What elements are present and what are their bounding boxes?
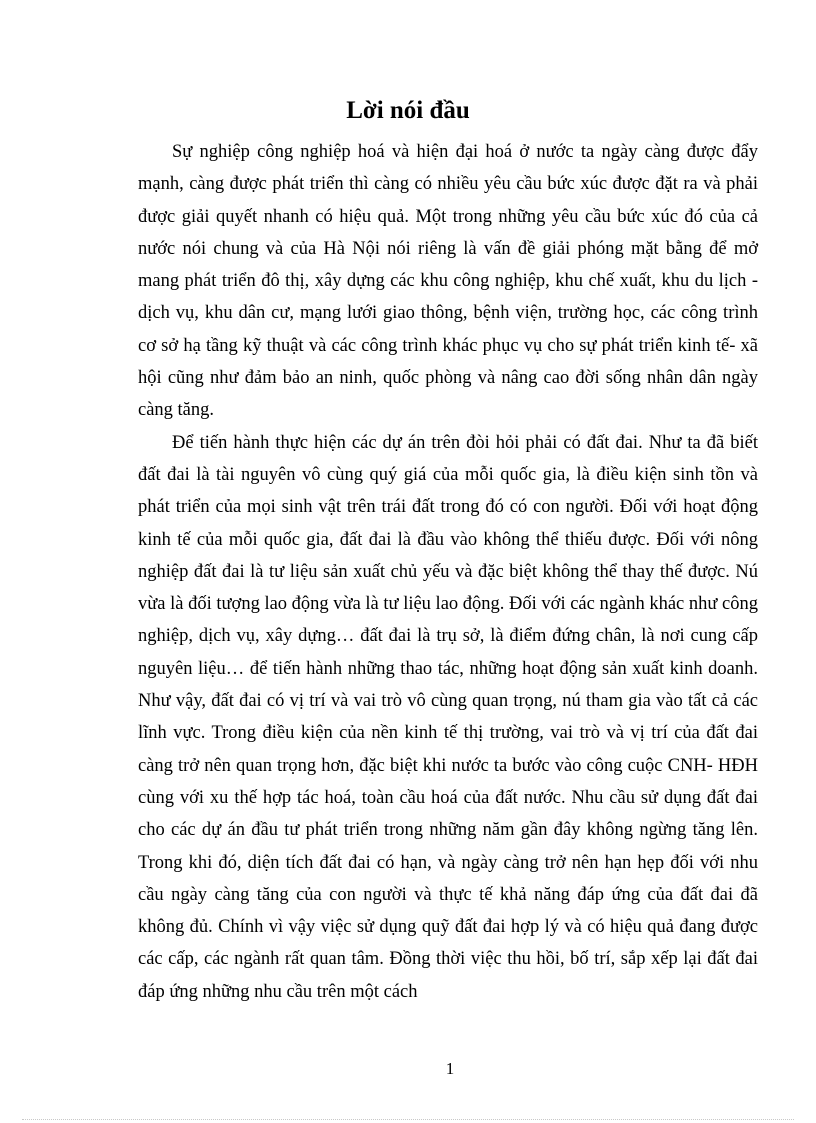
page-number: 1	[445, 1059, 455, 1078]
paragraph-2: Để tiến hành thực hiện các dự án trên đòi hỏi phải có đất đai. Như ta đã biết đất đai là tài nguyên vô cùng quý giá của mỗi quốc gia, là điều kiện sinh tồn và phát triển của mọi sinh vật trên trái đất trong đó có con người. Đối với hoạt động kinh tế của mỗi quốc gia, đất đai là đầu vào không thể thiếu được. Đối với nông nghiệp đất đai là tư liệu sản xuất chủ yếu và đặc biệt không thể thay thế được. Nú vừa là đối tượng lao động vừa là tư liệu lao động. Đối với các ngành khác như công nghiệp, dịch vụ, xây dựng… đất đai là trụ sở, là điểm đứng chân, là nơi cung cấp nguyên liệu… để tiến hành những thao tác, những hoạt động sản xuất kinh doanh. Như vậy, đất đai có vị trí và vai trò vô cùng quan trọng, nú tham gia vào tất cả các lĩnh vực. Trong điều kiện của nền kinh tế thị trường, vai trò và vị trí của đất đai càng trở nên quan trọng hơn, đặc biệt khi nước ta bước vào công cuộc CNH- HĐH cùng với xu thế hợp tác hoá, toàn cầu hoá của đất nước. Nhu cầu sử dụng đất đai cho các dự án đầu tư phát triển trong những năm gần đây không ngừng tăng lên. Trong khi đó, diện tích đất đai có hạn, và ngày càng trở nên hạn hẹp đối với nhu cầu ngày càng tăng của con người và thực tế khả năng đáp ứng của đất đai đã không đủ. Chính vì vậy việc sử dụng quỹ đất đai hợp lý và có hiệu quả đang được các cấp, các ngành rất quan tâm. Đồng thời việc thu hồi, bố trí, sắp xếp lại đất đai đáp ứng những nhu cầu trên một cách	[138, 432, 758, 1002]
page-bottom-dotted-border	[22, 1119, 794, 1120]
document-title: Lời nói đầu	[346, 97, 470, 124]
paragraph-1: Sự nghiệp công nghiệp hoá và hiện đại hoá ở nước ta ngày càng được đẩy mạnh, càng được phát triển thì càng có nhiều yêu cầu bức xúc được đặt ra và phải được giải quyết nhanh có hiệu quả. Một trong những yêu cầu bức xúc đó của cả nước nói chung và của Hà Nội nói riêng là vấn đề giải phóng mặt bằng để mở mang phát triển đô thị, xây dựng các khu công nghiệp, khu chế xuất, khu du lịch - dịch vụ, khu dân cư, mạng lưới giao thông, bệnh viện, trường học, các công trình cơ sở hạ tầng kỹ thuật và các công trình khác phục vụ cho sự phát triển kinh tế- xã hội cũng như đảm bảo an ninh, quốc phòng và nâng cao đời sống nhân dân ngày càng tăng.	[138, 142, 758, 421]
document-body	[138, 136, 758, 1008]
page-number-footer	[0, 1058, 816, 1080]
